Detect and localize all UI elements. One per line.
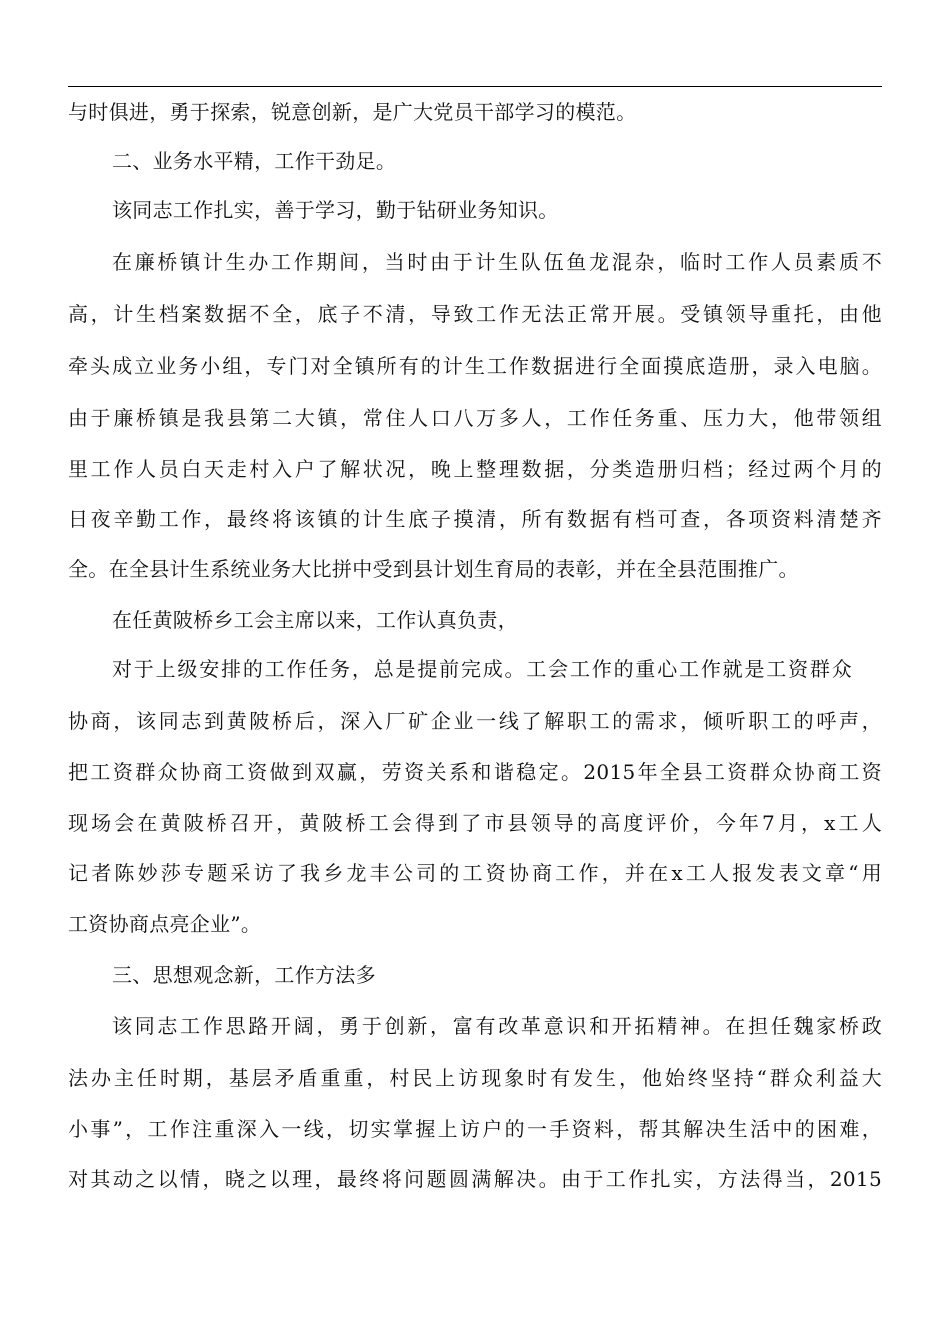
text-line: 牵头成立业务小组，专门对全镇所有的计生工作数据进行全面摸底造册，录入电脑。 [68, 354, 882, 378]
text-line: 由于廉桥镇是我县第二大镇，常住人口八万多人，工作任务重、压力大，他带领组 [68, 406, 882, 430]
text-line: 高，计生档案数据不全，底子不清，导致工作无法正常开展。受镇领导重托，由他 [68, 302, 882, 326]
text-line: 法办主任时期，基层矛盾重重，村民上访现象时有发生，他始终坚持“群众利益大 [68, 1066, 882, 1090]
header-rule [68, 86, 882, 87]
text-line: 现场会在黄陂桥召开，黄陂桥工会得到了市县领导的高度评价，今年7月，x工人 [68, 811, 882, 835]
text-line: 日夜辛勤工作，最终将该镇的计生底子摸清，所有数据有档可查，各项资料清楚齐 [68, 507, 882, 531]
text-line: 对于上级安排的工作任务，总是提前完成。工会工作的重心工作就是工资群众 [112, 657, 852, 681]
text-line: 小事”，工作注重深入一线，切实掌握上访户的一手资料，帮其解决生活中的困难， [68, 1117, 882, 1141]
text-line: 该同志工作扎实，善于学习，勤于钻研业务知识。 [112, 198, 559, 222]
text-line: 与时俱进，勇于探索，锐意创新，是广大党员干部学习的模范。 [68, 100, 637, 124]
text-line: 全。在全县计生系统业务大比拼中受到县计划生育局的表彰，并在全县范围推广。 [68, 557, 799, 581]
text-line: 对其动之以情，晓之以理，最终将问题圆满解决。由于工作扎实，方法得当，2015 [68, 1167, 882, 1191]
text-line: 工资协商点亮企业”。 [68, 912, 262, 936]
text-line: 在廉桥镇计生办工作期间，当时由于计生队伍鱼龙混杂，临时工作人员素质不 [112, 250, 882, 274]
text-line: 里工作人员白天走村入户了解状况，晚上整理数据，分类造册归档；经过两个月的 [68, 457, 882, 481]
text-line: 在任黄陂桥乡工会主席以来，工作认真负责， [112, 608, 518, 632]
section-heading: 二、业务水平精，工作干劲足。 [112, 149, 397, 173]
text-line: 记者陈妙莎专题采访了我乡龙丰公司的工资协商工作，并在x工人报发表文章“用 [68, 861, 882, 885]
text-line: 该同志工作思路开阔，勇于创新，富有改革意识和开拓精神。在担任魏家桥政 [112, 1014, 882, 1038]
text-line: 协商，该同志到黄陂桥后，深入厂矿企业一线了解职工的需求，倾听职工的呼声， [68, 709, 882, 733]
text-line: 把工资群众协商工资做到双赢，劳资关系和谐稳定。2015年全县工资群众协商工资 [68, 760, 882, 784]
section-heading: 三、思想观念新，工作方法多 [112, 963, 376, 987]
